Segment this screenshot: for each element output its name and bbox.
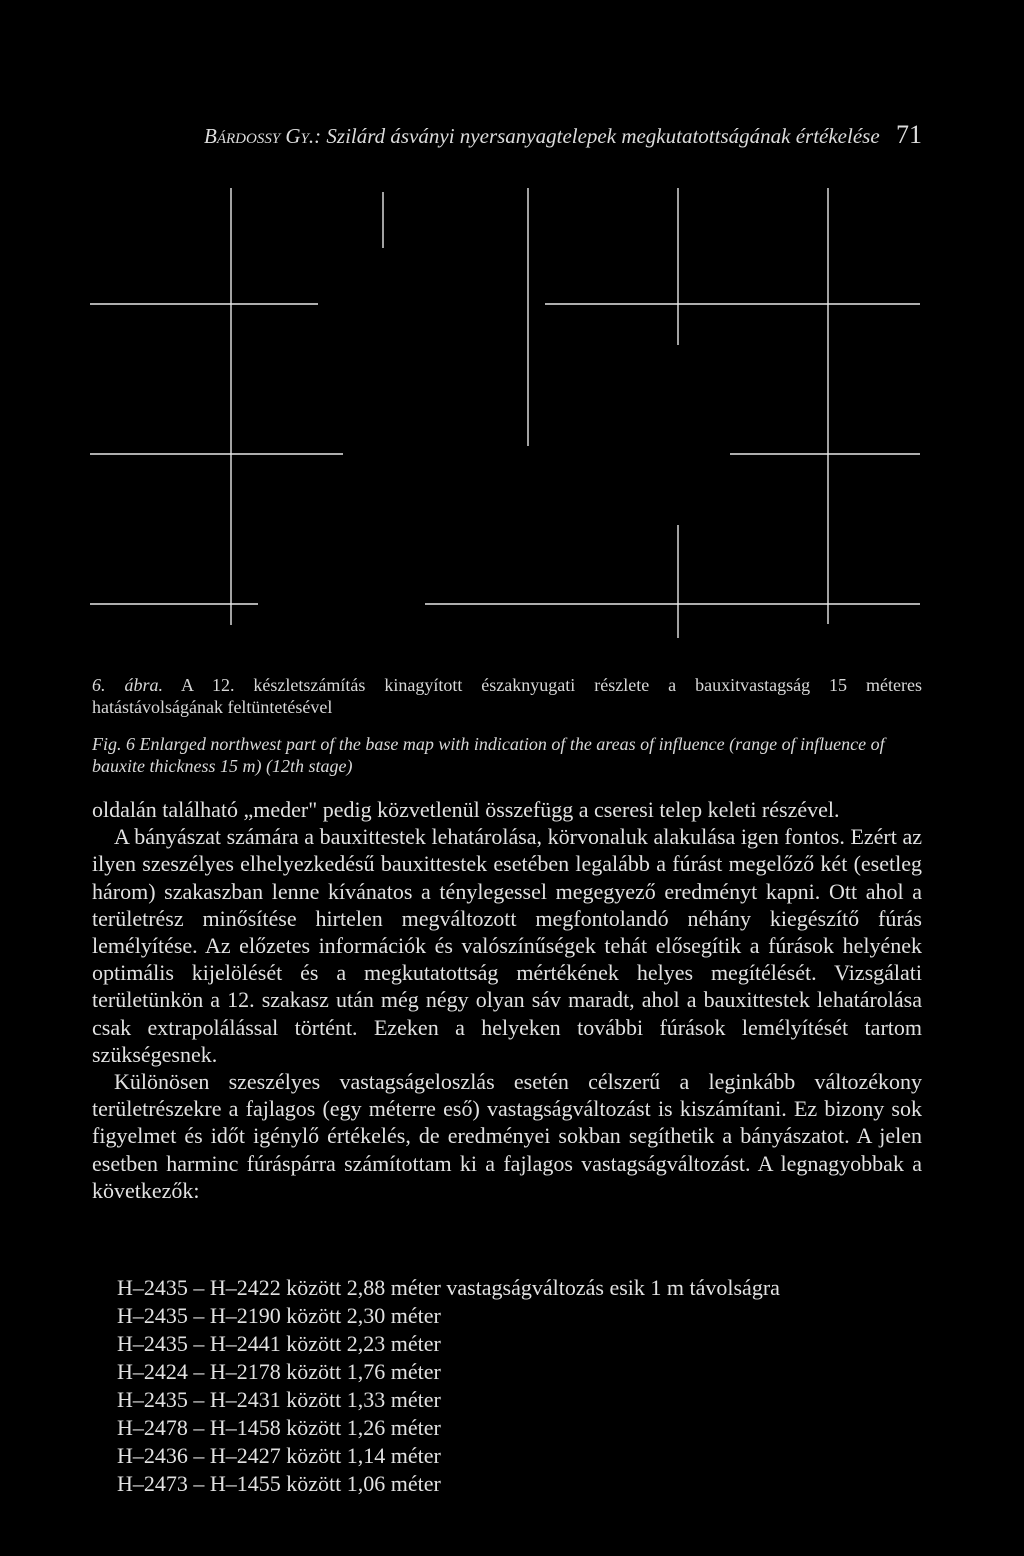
figure-caption-line2: hatástávolságának feltüntetésével [92, 697, 333, 717]
page-number: 71 [896, 120, 922, 149]
list-item: H–2436 – H–2427 között 1,14 méter [117, 1443, 441, 1468]
header-title: Szilárd ásványi nyersanyagtelepek megkutatottságának értékelése [326, 124, 880, 148]
body-text [92, 796, 922, 1204]
list-item: H–2435 – H–2431 között 1,33 méter [117, 1387, 441, 1412]
header-author: Bárdossy Gy.: [204, 124, 322, 148]
list-item: H–2473 – H–1455 között 1,06 méter [117, 1471, 441, 1496]
figure-caption-english [92, 733, 922, 777]
list-item: H–2424 – H–2178 között 1,76 méter [117, 1359, 441, 1384]
base-map-figure [0, 180, 1024, 640]
figure-caption-line1: A 12. készletszámítás kinagyított északnyugati részlete a bauxitvastagság 15 méteres [180, 675, 922, 695]
figure-caption-english-text: Enlarged northwest part of the base map with indication of the areas of influence (range of influence of bauxite thickness 15 m) (12th stage) [92, 734, 885, 776]
figure-label: 6. ábra. [92, 675, 163, 695]
thickness-change-list [117, 1274, 917, 1498]
list-item: H–2435 – H–2190 között 2,30 méter [117, 1303, 441, 1328]
list-item: H–2435 – H–2441 között 2,23 méter [117, 1331, 441, 1356]
map-grid-lines [90, 188, 920, 638]
paragraph: oldalán található „meder" pedig közvetlenül összefügg a cseresi telep keleti részével. [92, 797, 840, 822]
figure-label-english: Fig. 6 [92, 734, 135, 754]
figure-caption-hungarian [92, 674, 922, 718]
list-item: H–2435 – H–2422 között 2,88 méter vastagságváltozás esik 1 m távolságra [117, 1275, 780, 1300]
running-header [204, 120, 922, 149]
list-item: H–2478 – H–1458 között 1,26 méter [117, 1415, 441, 1440]
paragraph: Különösen szeszélyes vastagságeloszlás esetén célszerű a leginkább változékony területrészekre a fajlagos (egy méterre eső) vastagságváltozást is kiszámítani. Ez bizony sok figyelmet és időt igénylő értékelés, de eredményei sokban segíthetik a bányászatot. A jelen esetben harminc fúráspárra számítottam ki a fajlagos vastagságváltozást. A legnagyobbak a következők: [92, 1069, 922, 1203]
paragraph: A bányászat számára a bauxittestek lehatárolása, körvonaluk alakulása igen fontos. Ezért az ilyen szeszélyes elhelyezkedésű bauxittestek esetében legalább a fúrást megelőző két (esetleg három) szakaszban lenne kívánatos a ténylegessel megegyező eredményt kapni. Ott ahol a területrész minősítése hirtelen megváltozott megfontolandó néhány kiegészítő fúrás lemélyítése. Az előzetes információk és valószínűségek tehát elősegítik a fúrások helyének optimális kijelölését és a megkutatottság mértékének helyes megítélését. Vizsgálati területünkön a 12. szakasz után még négy olyan sáv maradt, ahol a bauxittestek lehatárolása csak extrapolálással történt. Ezeken a helyeken további fúrások lemélyítését tartom szükségesnek. [92, 824, 922, 1067]
